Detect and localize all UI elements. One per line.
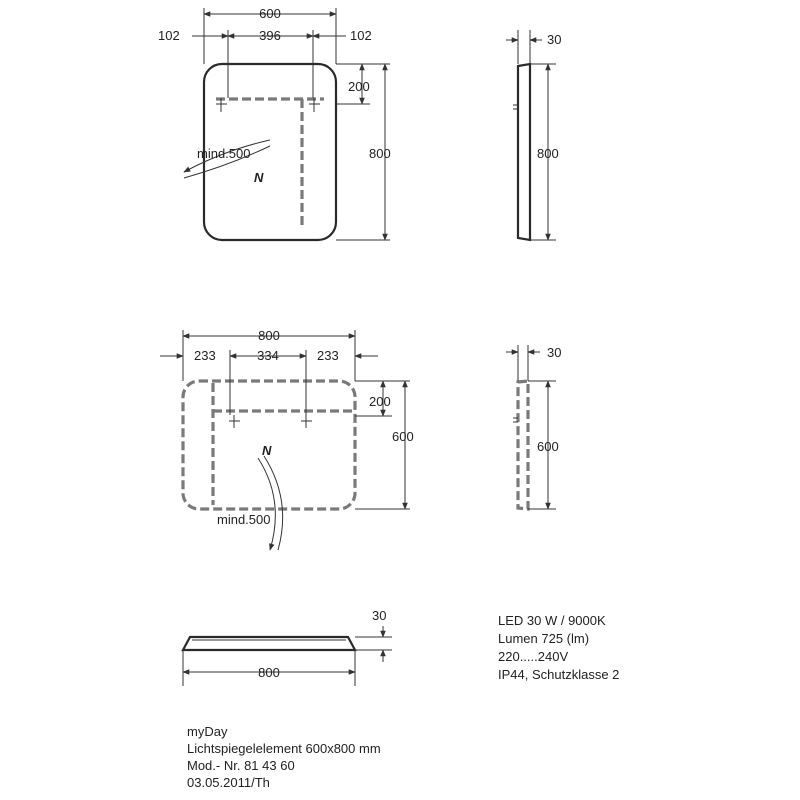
dim-width-landscape: 800 xyxy=(258,328,280,343)
light-strip-portrait xyxy=(216,99,324,228)
model-number: Mod.- Nr. 81 43 60 xyxy=(187,758,295,773)
spec-lumen: Lumen 725 (lm) xyxy=(498,631,590,646)
switch-symbol: N xyxy=(254,170,264,185)
spec-led: LED 30 W / 9000K xyxy=(498,613,606,628)
dim-depth-top: 30 xyxy=(372,608,387,623)
mirror-side-portrait xyxy=(518,64,530,240)
product-name: myDay xyxy=(187,724,228,739)
side-view-landscape xyxy=(506,345,561,509)
dim-height-portrait-side: 800 xyxy=(537,146,559,161)
mount-bracket-left-landscape xyxy=(229,415,240,428)
dim-height-landscape: 600 xyxy=(392,429,414,444)
front-view-portrait xyxy=(158,6,391,240)
dim-right-offset-landscape: 233 xyxy=(317,348,339,363)
dim-depth-portrait: 30 xyxy=(547,32,562,47)
dim-height-landscape-side: 600 xyxy=(537,439,559,454)
mirror-top-outline xyxy=(183,637,355,650)
front-view-landscape xyxy=(160,328,414,550)
dim-mount-drop-landscape: 200 xyxy=(369,394,391,409)
dim-width-top: 800 xyxy=(258,665,280,680)
spec-voltage: 220.....240V xyxy=(498,649,569,664)
product-description: Lichtspiegelelement 600x800 mm xyxy=(187,741,381,756)
spec-protection: IP44, Schutzklasse 2 xyxy=(498,667,620,682)
title-block xyxy=(187,723,381,791)
dim-width: 600 xyxy=(259,6,281,21)
top-view xyxy=(183,608,392,686)
mount-bracket-right-landscape xyxy=(301,415,312,428)
light-strip-landscape xyxy=(213,383,352,505)
switch-symbol-landscape: N xyxy=(262,443,272,458)
spec-list xyxy=(498,612,619,684)
dim-left-offset-landscape: 233 xyxy=(194,348,216,363)
clearance-label: mind.500 xyxy=(197,146,251,161)
clearance-label-landscape: mind.500 xyxy=(217,512,271,527)
dim-center-span-landscape: 334 xyxy=(257,348,279,363)
mirror-side-landscape xyxy=(518,381,528,509)
dim-right-offset: 102 xyxy=(350,28,372,43)
dim-center-span: 396 xyxy=(259,28,281,43)
side-view-portrait xyxy=(506,30,561,240)
dim-mount-drop: 200 xyxy=(348,79,370,94)
drawing-date: 03.05.2011/Th xyxy=(187,775,270,790)
dim-height: 800 xyxy=(369,146,391,161)
dim-depth-landscape: 30 xyxy=(547,345,562,360)
dim-left-offset: 102 xyxy=(158,28,180,43)
